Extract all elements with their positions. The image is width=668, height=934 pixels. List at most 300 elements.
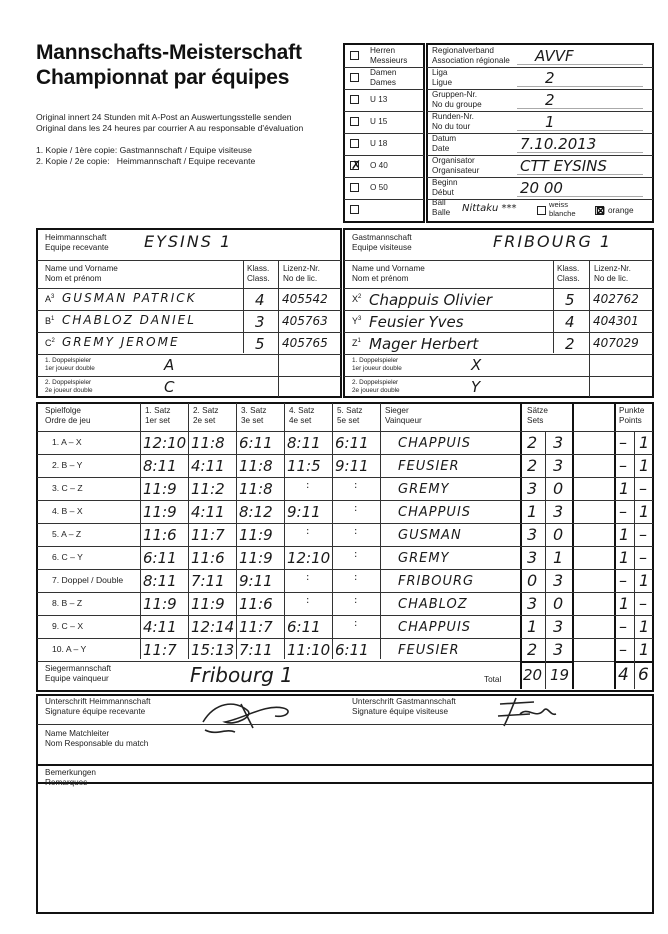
info-divider xyxy=(427,133,653,134)
player-class[interactable]: 5 xyxy=(565,291,575,309)
guest-sets-total[interactable]: 19 xyxy=(550,666,570,684)
player-name[interactable]: Feusier Yves xyxy=(369,313,464,331)
home-name-header-de: Name und Vorname xyxy=(45,264,118,273)
guest-class-header xyxy=(557,264,580,283)
home-team-label xyxy=(45,233,109,252)
info-value[interactable]: 2 xyxy=(545,91,555,109)
team-row-divider xyxy=(344,376,653,377)
set-score[interactable]: 6:11 xyxy=(287,618,321,636)
set-score[interactable]: 11:9 xyxy=(143,503,177,521)
info-label-fr: No du groupe xyxy=(432,99,482,109)
player-position-index: 2 xyxy=(51,338,55,344)
home-point[interactable]: – xyxy=(619,640,627,659)
guest-name-header-de: Name und Vorname xyxy=(352,264,425,273)
set-score[interactable]: 6:11 xyxy=(335,434,369,452)
match-winner[interactable]: FEUSIER xyxy=(398,643,460,658)
category-label xyxy=(370,68,396,87)
category-checkbox[interactable] xyxy=(350,95,359,104)
form-title xyxy=(36,40,302,90)
info-label-de: Datum xyxy=(432,134,457,143)
result-col-divider xyxy=(380,403,381,659)
order-header-fr: Ordre de jeu xyxy=(45,415,91,425)
remarks-box xyxy=(36,764,654,914)
team-row-divider xyxy=(37,332,341,333)
home-point[interactable]: – xyxy=(619,502,627,521)
set-score[interactable]: 11:9 xyxy=(143,595,177,613)
set-score[interactable]: 9:11 xyxy=(287,503,321,521)
guest-point[interactable]: 1 xyxy=(639,571,650,590)
guest-team-name[interactable]: FRIBOURG 1 xyxy=(493,232,613,251)
player-license[interactable]: 404301 xyxy=(593,314,639,328)
guest-sets-won[interactable]: 0 xyxy=(553,525,564,544)
match-winner[interactable]: CHAPPUIS xyxy=(398,436,472,451)
home-point[interactable]: – xyxy=(619,433,627,452)
set-score[interactable]: : xyxy=(306,526,310,537)
category-label xyxy=(370,183,388,193)
home-sets-won[interactable]: 1 xyxy=(527,502,538,521)
guest-point[interactable]: – xyxy=(639,479,647,498)
set-score[interactable]: : xyxy=(306,572,310,583)
home-signature-label xyxy=(45,697,151,716)
player-name[interactable]: CHABLOZ DANIEL xyxy=(62,313,196,327)
doubles-label xyxy=(352,379,400,394)
set-score[interactable]: : xyxy=(306,480,310,491)
info-label-fr: Début xyxy=(432,187,454,197)
player-class[interactable]: 3 xyxy=(255,313,265,331)
match-winner[interactable]: GREMY xyxy=(398,551,450,566)
home-signature xyxy=(195,692,305,738)
home-name-header-fr: Nom et prénom xyxy=(45,273,102,283)
set-score[interactable]: 11:8 xyxy=(239,457,273,475)
category-checkbox[interactable] xyxy=(350,51,359,60)
category-label-main: U 15 xyxy=(370,117,388,126)
set-score[interactable]: 11:9 xyxy=(191,595,225,613)
set-header-1-de: 1. Satz xyxy=(145,406,171,415)
match-winner[interactable]: GUSMAN xyxy=(398,528,462,543)
guest-point[interactable]: – xyxy=(639,548,647,567)
home-point[interactable]: – xyxy=(619,617,627,636)
category-checkbox[interactable] xyxy=(350,205,359,214)
info-underline xyxy=(517,108,643,109)
set-score[interactable]: : xyxy=(306,595,310,606)
home-point[interactable]: – xyxy=(619,571,627,590)
guest-license-header-fr: No de lic. xyxy=(594,273,629,283)
set-score[interactable]: 11:6 xyxy=(143,526,177,544)
set-score[interactable]: 8:11 xyxy=(287,434,321,452)
category-label-main: Damen xyxy=(370,68,397,77)
doubles-player[interactable]: X xyxy=(471,356,482,374)
doubles-player[interactable]: C xyxy=(164,378,175,396)
winner-team-label-de: Siegermannschaft xyxy=(45,664,111,673)
doubles-label-de: 1. Doppelspieler xyxy=(45,357,92,364)
doubles-label-fr: 1er joueur double xyxy=(352,364,402,372)
player-position-letter: Z xyxy=(352,338,358,348)
category-label-main: U 18 xyxy=(370,139,388,148)
category-divider xyxy=(344,155,424,156)
home-point[interactable]: – xyxy=(619,456,627,475)
match-label: 2. B – Y xyxy=(52,460,83,470)
ball-orange-checkbox[interactable]: ⊠ xyxy=(596,205,606,217)
home-signature-de: Unterschrift Heimmannschaft xyxy=(45,697,151,706)
category-checkbox[interactable] xyxy=(350,73,359,82)
info-value[interactable]: CTT EYSINS xyxy=(520,157,607,175)
result-row-divider xyxy=(37,431,653,432)
guest-class-header-fr: Class. xyxy=(557,273,580,283)
guest-signature-fr: Signature équipe visiteuse xyxy=(352,706,449,716)
home-class-header-fr: Class. xyxy=(247,273,270,283)
match-label: 7. Doppel / Double xyxy=(52,575,124,585)
home-name-header xyxy=(45,264,118,283)
info-label xyxy=(432,178,458,197)
info-label-de: Regionalverband xyxy=(432,46,494,55)
set-score[interactable]: 11:9 xyxy=(239,526,273,544)
set-score[interactable]: 4:11 xyxy=(143,618,177,636)
set-header-3-de: 3. Satz xyxy=(241,406,267,415)
team-col-divider xyxy=(243,261,244,353)
home-team-name[interactable]: EYSINS 1 xyxy=(144,232,233,251)
set-header-4-fr: 4e set xyxy=(289,415,312,425)
match-winner[interactable]: FEUSIER xyxy=(398,459,460,474)
player-position xyxy=(45,338,55,348)
player-license[interactable]: 405542 xyxy=(282,292,328,306)
info-label-de: Organisator xyxy=(432,156,475,165)
instructions xyxy=(36,112,303,133)
set-score[interactable]: 8:11 xyxy=(143,457,177,475)
set-score[interactable]: : xyxy=(354,618,358,629)
points-header-de: Punkte xyxy=(619,406,645,415)
info-label-de: Liga xyxy=(432,68,448,77)
sets-won-header-fr: Sets xyxy=(527,415,544,425)
set-score[interactable]: 11:7 xyxy=(143,641,177,659)
set-score[interactable]: 9:11 xyxy=(335,457,369,475)
player-position xyxy=(352,294,361,304)
match-label: 6. C – Y xyxy=(52,552,83,562)
team-row-divider xyxy=(37,288,341,289)
set-score[interactable]: 9:11 xyxy=(239,572,273,590)
match-label: 1. A – X xyxy=(52,437,82,447)
guest-sets-won[interactable]: 3 xyxy=(553,640,564,659)
player-position-letter: B xyxy=(45,316,52,326)
match-label: 8. B – Z xyxy=(52,598,83,608)
guest-name-header-fr: Nom et prénom xyxy=(352,273,409,283)
info-value[interactable]: 1 xyxy=(545,113,555,131)
info-underline xyxy=(517,130,643,131)
winner-header-fr: Vainqueur xyxy=(385,415,422,425)
ball-label-de: Ball xyxy=(432,198,446,207)
guest-point[interactable]: 1 xyxy=(639,640,650,659)
set-score[interactable]: 7:11 xyxy=(191,572,225,590)
result-col-divider xyxy=(284,403,285,659)
doubles-label xyxy=(45,379,93,394)
guest-point[interactable]: 1 xyxy=(639,617,650,636)
set-score[interactable]: 11:7 xyxy=(239,618,273,636)
player-name[interactable]: Mager Herbert xyxy=(369,335,479,353)
set-header-1 xyxy=(145,406,171,425)
player-position-letter: A xyxy=(45,294,52,304)
home-point[interactable]: 1 xyxy=(619,594,630,613)
set-score[interactable]: 11:5 xyxy=(287,457,321,475)
copy-line: 1. Kopie / 1ère copie: Gastmannschaft / Equipe visiteuse xyxy=(36,145,252,155)
set-header-2-de: 2. Satz xyxy=(193,406,219,415)
home-sets-won[interactable]: 3 xyxy=(527,525,538,544)
points-header-fr: Points xyxy=(619,415,642,425)
result-col-divider xyxy=(236,403,237,659)
set-score[interactable]: 11:8 xyxy=(239,480,273,498)
match-winner[interactable]: CHABLOZ xyxy=(398,597,468,612)
set-score[interactable]: 6:11 xyxy=(335,641,369,659)
info-label xyxy=(432,112,474,131)
guest-sets-won[interactable]: 3 xyxy=(553,456,564,475)
player-class[interactable]: 5 xyxy=(255,335,265,353)
category-label-main: Herren xyxy=(370,46,396,55)
match-leader-label xyxy=(45,729,148,748)
info-divider xyxy=(427,199,653,200)
home-sets-won[interactable]: 2 xyxy=(527,433,538,452)
info-label xyxy=(432,46,510,65)
result-col-divider xyxy=(332,403,333,659)
set-score[interactable]: 7:11 xyxy=(239,641,273,659)
doubles-label xyxy=(45,357,95,372)
set-score[interactable]: 11:9 xyxy=(143,480,177,498)
set-header-3-fr: 3e set xyxy=(241,415,264,425)
guest-point[interactable]: 1 xyxy=(639,456,650,475)
copy-line: 2. Kopie / 2e copie: Heimmannschaft / Equipe recevante xyxy=(36,155,256,166)
player-class[interactable]: 2 xyxy=(565,335,575,353)
set-score[interactable]: : xyxy=(354,595,358,606)
category-label-main: O 40 xyxy=(370,161,388,170)
set-score[interactable]: 12:14 xyxy=(191,618,235,636)
info-underline xyxy=(517,86,643,87)
player-license[interactable]: 407029 xyxy=(593,336,639,350)
guest-sets-won[interactable]: 3 xyxy=(553,571,564,590)
player-class[interactable]: 4 xyxy=(255,291,265,309)
match-label: 10. A – Y xyxy=(52,644,87,654)
ball-white-checkbox[interactable] xyxy=(537,206,546,215)
set-score[interactable]: : xyxy=(354,526,358,537)
result-row-divider xyxy=(37,615,653,616)
home-sets-won[interactable]: 2 xyxy=(527,640,538,659)
result-row-divider xyxy=(37,546,653,547)
team-divider xyxy=(344,260,653,261)
category-divider xyxy=(344,111,424,112)
home-points-total[interactable]: 4 xyxy=(618,665,629,685)
info-value[interactable]: AVVF xyxy=(535,47,574,65)
points-header xyxy=(619,406,645,425)
set-header-4 xyxy=(289,406,315,425)
home-team-label-de: Heimmannschaft xyxy=(45,233,107,242)
set-score[interactable]: 11:10 xyxy=(287,641,331,659)
category-label-main: U 13 xyxy=(370,95,388,104)
match-leader-de: Name Matchleiter xyxy=(45,729,110,738)
home-license-header xyxy=(283,264,320,283)
team-row-divider xyxy=(344,354,653,355)
guest-sets-won[interactable]: 0 xyxy=(553,479,564,498)
category-checkbox[interactable] xyxy=(350,183,359,192)
home-sets-won[interactable]: 1 xyxy=(527,617,538,636)
category-divider xyxy=(344,133,424,134)
info-label-de: Runden-Nr. xyxy=(432,112,474,121)
set-score[interactable]: 12:10 xyxy=(143,434,187,452)
set-header-5-fr: 5e set xyxy=(337,415,360,425)
player-name[interactable]: Chappuis Olivier xyxy=(369,291,493,309)
guest-signature-de: Unterschrift Gastmannschaft xyxy=(352,697,456,706)
player-name[interactable]: GREMY JEROME xyxy=(62,335,180,349)
set-score[interactable]: : xyxy=(354,549,358,560)
info-value[interactable]: 7.10.2013 xyxy=(520,135,597,153)
player-position xyxy=(352,316,361,326)
guest-point[interactable]: – xyxy=(639,594,647,613)
guest-sets-won[interactable]: 0 xyxy=(553,594,564,613)
doubles-player[interactable]: A xyxy=(164,356,175,374)
home-point[interactable]: 1 xyxy=(619,525,630,544)
home-class-header-de: Klass. xyxy=(247,264,270,273)
home-team-label-fr: Equipe recevante xyxy=(45,242,109,252)
result-row-divider xyxy=(37,523,653,524)
home-sets-won[interactable]: 3 xyxy=(527,594,538,613)
guest-signature-label xyxy=(352,697,456,716)
sets-divider xyxy=(545,661,546,689)
home-point[interactable]: 1 xyxy=(619,548,630,567)
info-label xyxy=(432,68,452,87)
info-label xyxy=(432,90,482,109)
guest-team-label xyxy=(352,233,412,252)
category-label-alt: Messieurs xyxy=(370,55,408,65)
guest-sets-won[interactable]: 1 xyxy=(553,548,564,567)
set-score[interactable]: 11:7 xyxy=(191,526,225,544)
home-sets-won[interactable]: 0 xyxy=(527,571,538,590)
set-score[interactable]: : xyxy=(354,503,358,514)
result-row-divider xyxy=(37,592,653,593)
winner-header-de: Sieger xyxy=(385,406,409,415)
set-score[interactable]: 11:9 xyxy=(239,549,273,567)
guest-point[interactable]: 1 xyxy=(639,502,650,521)
set-header-4-de: 4. Satz xyxy=(289,406,315,415)
match-label: 5. A – Z xyxy=(52,529,82,539)
category-divider xyxy=(344,177,424,178)
points-divider xyxy=(634,661,635,689)
remarks-fr: Remarques xyxy=(45,777,88,787)
player-license[interactable]: 405763 xyxy=(282,314,328,328)
set-score[interactable]: 4:11 xyxy=(191,503,225,521)
set-score[interactable]: 11:6 xyxy=(191,549,225,567)
signature-divider xyxy=(37,724,653,725)
set-score[interactable]: 15:13 xyxy=(191,641,235,659)
category-divider xyxy=(344,199,424,200)
player-name[interactable]: GUSMAN PATRICK xyxy=(62,291,197,305)
category-label xyxy=(370,161,388,171)
doubles-label-fr: 2e joueur double xyxy=(45,386,93,394)
set-score[interactable]: 12:10 xyxy=(287,549,331,567)
category-label xyxy=(370,117,387,127)
winner-team-name[interactable]: Fribourg 1 xyxy=(190,663,293,687)
set-score[interactable]: 8:11 xyxy=(143,572,177,590)
info-value[interactable]: 2 xyxy=(545,69,555,87)
guest-class-header-de: Klass. xyxy=(557,264,580,273)
category-label xyxy=(370,46,407,65)
guest-point[interactable]: 1 xyxy=(639,433,650,452)
set-header-1-fr: 1er set xyxy=(145,415,171,425)
doubles-label-de: 2. Doppelspieler xyxy=(352,379,399,386)
match-label: 9. C – X xyxy=(52,621,84,631)
total-box-top xyxy=(520,661,574,663)
set-score[interactable]: : xyxy=(354,480,358,491)
set-score[interactable]: 11:2 xyxy=(191,480,225,498)
home-class-header xyxy=(247,264,270,283)
team-row-divider xyxy=(344,310,653,311)
set-header-3 xyxy=(241,406,267,425)
category-checkbox[interactable] xyxy=(350,117,359,126)
match-winner[interactable]: FRIBOURG xyxy=(398,574,475,589)
team-row-divider xyxy=(344,288,653,289)
player-position-index: 3 xyxy=(51,294,55,300)
ball-orange-label: orange xyxy=(608,206,634,215)
result-row-divider xyxy=(37,500,653,501)
category-label xyxy=(370,139,387,149)
match-winner[interactable]: GREMY xyxy=(398,482,450,497)
doubles-player[interactable]: Y xyxy=(471,378,481,396)
match-label: 4. B – X xyxy=(52,506,83,516)
player-position-index: 1 xyxy=(51,316,55,322)
player-class[interactable]: 4 xyxy=(565,313,575,331)
total-label: Total xyxy=(484,675,502,684)
info-label-fr: Ligue xyxy=(432,77,453,87)
info-label xyxy=(432,156,479,175)
set-score[interactable]: 6:11 xyxy=(143,549,177,567)
info-label-fr: Association régionale xyxy=(432,55,510,65)
set-score[interactable]: 6:11 xyxy=(239,434,273,452)
guest-sets-won[interactable]: 3 xyxy=(553,617,564,636)
set-score[interactable]: 11:6 xyxy=(239,595,273,613)
guest-point[interactable]: – xyxy=(639,525,647,544)
doubles-label-de: 2. Doppelspieler xyxy=(45,379,92,386)
home-sets-won[interactable]: 3 xyxy=(527,479,538,498)
guest-team-label-fr: Equipe visiteuse xyxy=(352,242,412,252)
guest-license-header-de: Lizenz-Nr. xyxy=(594,264,631,273)
remarks-de: Bemerkungen xyxy=(45,768,96,777)
home-point[interactable]: 1 xyxy=(619,479,630,498)
guest-license-header xyxy=(594,264,631,283)
guest-sets-won[interactable]: 3 xyxy=(553,502,564,521)
home-sets-won[interactable]: 3 xyxy=(527,548,538,567)
player-position-index: 3 xyxy=(358,316,362,322)
team-row-divider xyxy=(37,376,341,377)
match-winner[interactable]: CHAPPUIS xyxy=(398,620,472,635)
ball-white-fr: blanche xyxy=(549,208,576,218)
player-position-index: 2 xyxy=(358,294,362,300)
home-sets-total[interactable]: 20 xyxy=(523,666,543,684)
match-winner[interactable]: CHAPPUIS xyxy=(398,505,472,520)
set-score[interactable]: 11:8 xyxy=(191,434,225,452)
set-score[interactable]: 4:11 xyxy=(191,457,225,475)
team-divider xyxy=(37,260,341,261)
category-label-main: O 50 xyxy=(370,183,388,192)
home-sets-won[interactable]: 2 xyxy=(527,456,538,475)
doubles-label-fr: 2e joueur double xyxy=(352,386,400,394)
set-score[interactable]: 8:12 xyxy=(239,503,273,521)
result-col-divider xyxy=(188,403,189,659)
player-license[interactable]: 405765 xyxy=(282,336,328,350)
guest-sets-won[interactable]: 3 xyxy=(553,433,564,452)
category-checkbox[interactable] xyxy=(350,139,359,148)
set-score[interactable]: : xyxy=(354,572,358,583)
doubles-label xyxy=(352,357,402,372)
guest-points-total[interactable]: 6 xyxy=(638,665,649,685)
match-leader-fr: Nom Responsable du match xyxy=(45,738,149,748)
info-value[interactable]: 20 00 xyxy=(520,179,563,197)
category-checkbox[interactable] xyxy=(350,158,362,172)
title-fr: Championnat par équipes xyxy=(36,66,290,89)
player-license[interactable]: 402762 xyxy=(593,292,639,306)
